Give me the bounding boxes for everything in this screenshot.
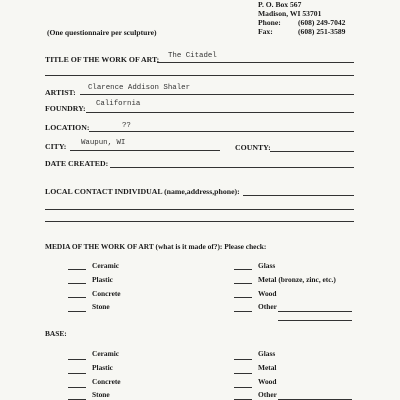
county-underline xyxy=(270,151,354,152)
base-wood-label: Wood xyxy=(258,377,277,386)
city-underline xyxy=(70,150,220,151)
base-ceramic-label: Ceramic xyxy=(92,349,120,358)
media-plastic-checkbox[interactable] xyxy=(68,283,86,284)
foundry-label: FOUNDRY: xyxy=(45,104,86,113)
title-underline xyxy=(157,62,354,63)
city-value[interactable]: Waupun, WI xyxy=(81,139,126,147)
media-metal-checkbox[interactable] xyxy=(234,283,252,284)
base-concrete-checkbox[interactable] xyxy=(68,387,86,388)
media-plastic-label: Plastic xyxy=(92,275,113,284)
questionnaire-note: (One questionnaire per sculpture) xyxy=(47,28,157,37)
base-wood-checkbox[interactable] xyxy=(234,387,252,388)
base-glass-label: Glass xyxy=(258,349,276,358)
base-heading: BASE: xyxy=(45,329,67,338)
location-label: LOCATION: xyxy=(45,123,90,132)
base-plastic-label: Plastic xyxy=(92,363,113,372)
base-concrete-label: Concrete xyxy=(92,377,121,386)
artist-value[interactable]: Clarence Addison Shaler xyxy=(88,84,191,92)
city-label: CITY: xyxy=(45,142,67,151)
fax-number: (608) 251-3589 xyxy=(298,27,346,36)
media-ceramic-label: Ceramic xyxy=(92,261,120,270)
artist-underline xyxy=(80,94,354,95)
media-concrete-label: Concrete xyxy=(92,289,121,298)
local-contact-underline xyxy=(243,195,354,196)
base-metal-checkbox[interactable] xyxy=(234,373,252,374)
base-stone-label: Stone xyxy=(92,390,110,399)
local-contact-label: LOCAL CONTACT INDIVIDUAL (name,address,phone): xyxy=(45,187,240,196)
phone-number: (608) 249-7042 xyxy=(298,18,346,27)
media-stone-checkbox[interactable] xyxy=(68,311,86,312)
media-other-line-2[interactable] xyxy=(278,320,352,321)
title-value[interactable]: The Citadel xyxy=(168,52,217,60)
base-plastic-checkbox[interactable] xyxy=(68,373,86,374)
base-metal-label: Metal xyxy=(258,363,277,372)
phone-label: Phone: xyxy=(258,18,281,27)
foundry-value[interactable]: California xyxy=(96,100,141,108)
media-other-label: Other xyxy=(258,302,277,311)
base-ceramic-checkbox[interactable] xyxy=(68,359,86,360)
local-contact-line-2 xyxy=(45,209,354,210)
media-other-underline[interactable] xyxy=(278,311,352,312)
title-extra-line xyxy=(45,75,354,76)
media-metal-label: Metal (bronze, zinc, etc.) xyxy=(258,275,336,284)
fax-label: Fax: xyxy=(258,27,273,36)
media-ceramic-checkbox[interactable] xyxy=(68,269,86,270)
media-other-checkbox[interactable] xyxy=(234,311,252,312)
media-wood-checkbox[interactable] xyxy=(234,297,252,298)
base-other-label: Other xyxy=(258,390,277,399)
media-glass-label: Glass xyxy=(258,261,276,270)
media-concrete-checkbox[interactable] xyxy=(68,297,86,298)
media-stone-label: Stone xyxy=(92,302,110,311)
location-value[interactable]: ?? xyxy=(122,122,131,130)
title-label: TITLE OF THE WORK OF ART: xyxy=(45,55,160,64)
date-created-label: DATE CREATED: xyxy=(45,159,109,168)
media-heading: MEDIA OF THE WORK OF ART (what is it made of?): Please check: xyxy=(45,242,267,251)
local-contact-line-3 xyxy=(45,221,354,222)
county-label: COUNTY: xyxy=(235,143,271,152)
location-underline xyxy=(89,131,354,132)
artist-label: ARTIST: xyxy=(45,88,76,97)
address-line-2: Madison, WI 53701 xyxy=(258,9,322,18)
base-glass-checkbox[interactable] xyxy=(234,359,252,360)
foundry-underline xyxy=(86,112,354,113)
media-wood-label: Wood xyxy=(258,289,277,298)
date-created-underline xyxy=(110,167,354,168)
media-glass-checkbox[interactable] xyxy=(234,269,252,270)
address-line-1: P. O. Box 567 xyxy=(258,0,302,9)
